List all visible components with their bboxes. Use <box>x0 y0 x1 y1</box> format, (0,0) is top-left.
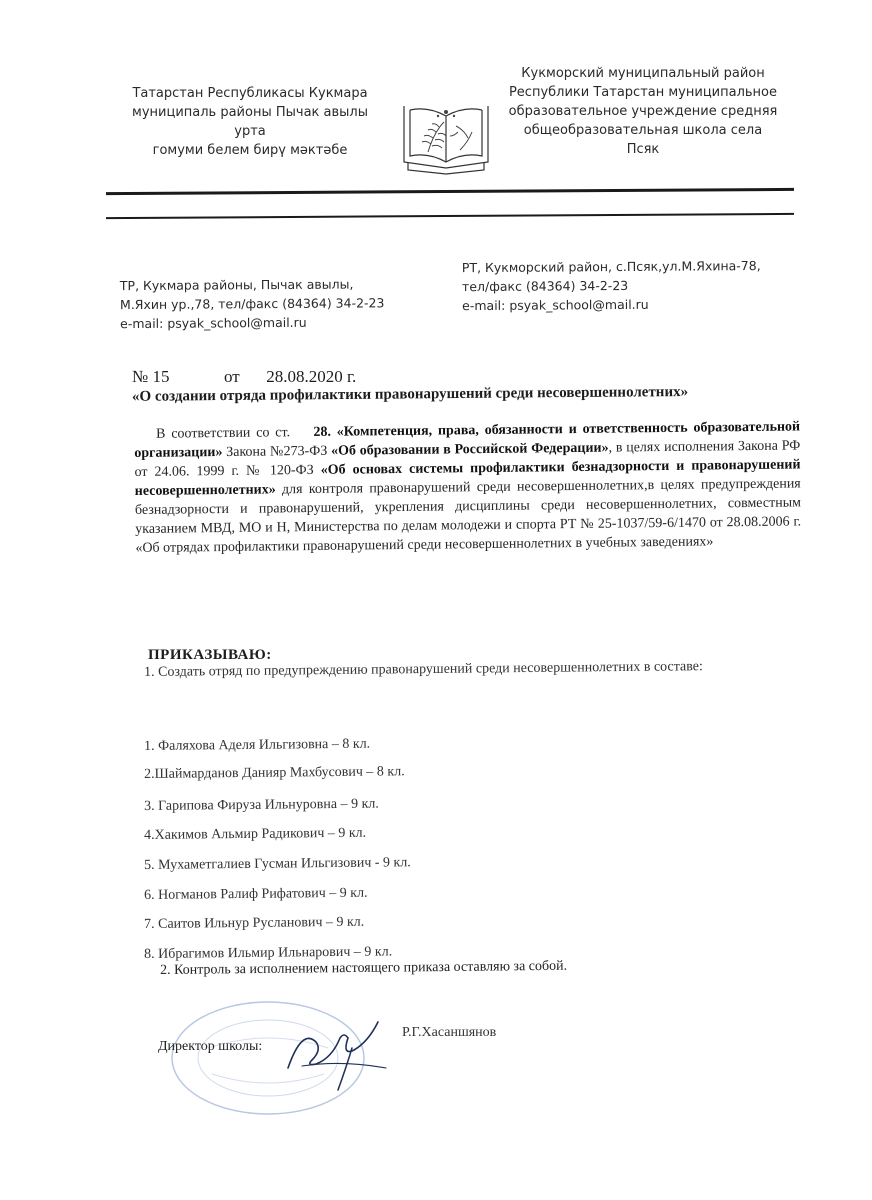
member-list-item: 3. Гарипова Фируза Ильнуровна – 9 кл. <box>144 796 379 814</box>
order-title: «О создании отряда профилактики правонарушений среди несовершеннолетних» <box>131 383 689 405</box>
preamble-rest: для контроля правонарушений среди несовершеннолетних,в целях предупреждения безнадзорности и правонарушений, укрепления дисциплины среди несовершеннолетних, совместным указанием МВД, МО и Н, Министерства по делам молодежи и спорта РТ № 25-1037/59-6/1470 от 28.08.2006 г. «Об отрядах профилактики правонарушений среди несовершеннолетних в учебных заведениях» <box>134 476 802 556</box>
member-list-item: 5. Мухаметгалиев Гусман Ильгизович - 9 кл. <box>144 855 411 873</box>
director-label: Директор школы: <box>158 1039 263 1054</box>
preamble-law2-title: «Об основах системы профилактики безнадзорности и правонарушений несовершеннолетних» <box>134 457 801 499</box>
preamble-article: 28. «Компетенция, права, обязанности и ответственность образовательной организации» <box>134 419 801 461</box>
order-item-1: 1. Создать отряд по предупреждению правонарушений среди несовершеннолетних в составе: <box>144 659 703 680</box>
address-line: ТР, Кукмара районы, Пычак авылы, <box>119 276 354 294</box>
member-list-item: 2.Шаймарданов Данияр Махбусович – 8 кл. <box>144 764 405 782</box>
address-line: e-mail: psyak_school@mail.ru <box>462 296 649 314</box>
director-signature <box>282 1008 402 1092</box>
address-line: e-mail: psyak_school@mail.ru <box>120 314 307 332</box>
header-russian-line: общеобразовательная школа села Псяк <box>523 123 763 157</box>
order-item-2: 2. Контроль за исполнением настоящего приказа оставляю за собой. <box>160 958 568 978</box>
preamble-intro: В соответствии со ст. <box>156 425 291 442</box>
address-line: М.Яхин ур.,78, тел/факс (84364) 34-2-23 <box>119 295 385 313</box>
preamble-law-title: «Об образовании в Российской Федерации» <box>331 440 609 459</box>
member-list-item: 4.Хакимов Альмир Радикович – 9 кл. <box>144 825 367 843</box>
header-russian-line: Республики Татарстан муниципальное <box>508 85 778 100</box>
header-russian-line: Кукморский муниципальный район <box>521 66 765 81</box>
member-list-item: 8. Ибрагимов Ильмир Ильнарович – 9 кл. <box>144 944 393 962</box>
member-list-item: 7. Саитов Ильнур Русланович – 9 кл. <box>144 914 365 932</box>
header-divider-thin <box>106 213 794 219</box>
header-tatar-line: Татарстан Республикасы Кукмара <box>132 86 368 101</box>
order-heading: ПРИКАЗЫВАЮ: <box>148 647 272 663</box>
preamble-mid: , в целях исполнения Закона РФ от 24.06. 1999 г. № 120-ФЗ <box>134 438 801 480</box>
address-line: тел/факс (84364) 34-2-23 <box>461 277 629 295</box>
header-russian-line: образовательное учреждение средняя <box>508 104 778 119</box>
member-list-item: 1. Фаляхова Аделя Ильгизовна – 8 кл. <box>144 736 371 754</box>
header-russian <box>508 64 778 159</box>
header-tatar <box>120 84 380 160</box>
address-tatar <box>120 274 440 333</box>
order-from-label: от <box>223 367 240 386</box>
header-divider-thick <box>106 188 794 195</box>
address-line: РТ, Кукморский район, с.Псяк,ул.М.Яхина-78, <box>461 258 761 276</box>
preamble-law: Закона №273-ФЗ <box>226 443 328 460</box>
order-number: № 15 <box>132 367 170 386</box>
director-name: Р.Г.Хасаншянов <box>402 1025 497 1040</box>
order-date: 28.08.2020 г. <box>266 367 357 386</box>
member-list-item: 6. Ногманов Ралиф Рифатович – 9 кл. <box>144 885 368 903</box>
header-tatar-line: гомуми белем бирү мәктәбе <box>152 143 348 158</box>
school-emblem-icon <box>398 92 494 176</box>
order-number-line <box>132 367 356 387</box>
address-russian <box>462 256 782 315</box>
order-preamble <box>134 417 801 558</box>
header-tatar-line: муниципаль районы Пычак авылы урта <box>132 105 368 139</box>
